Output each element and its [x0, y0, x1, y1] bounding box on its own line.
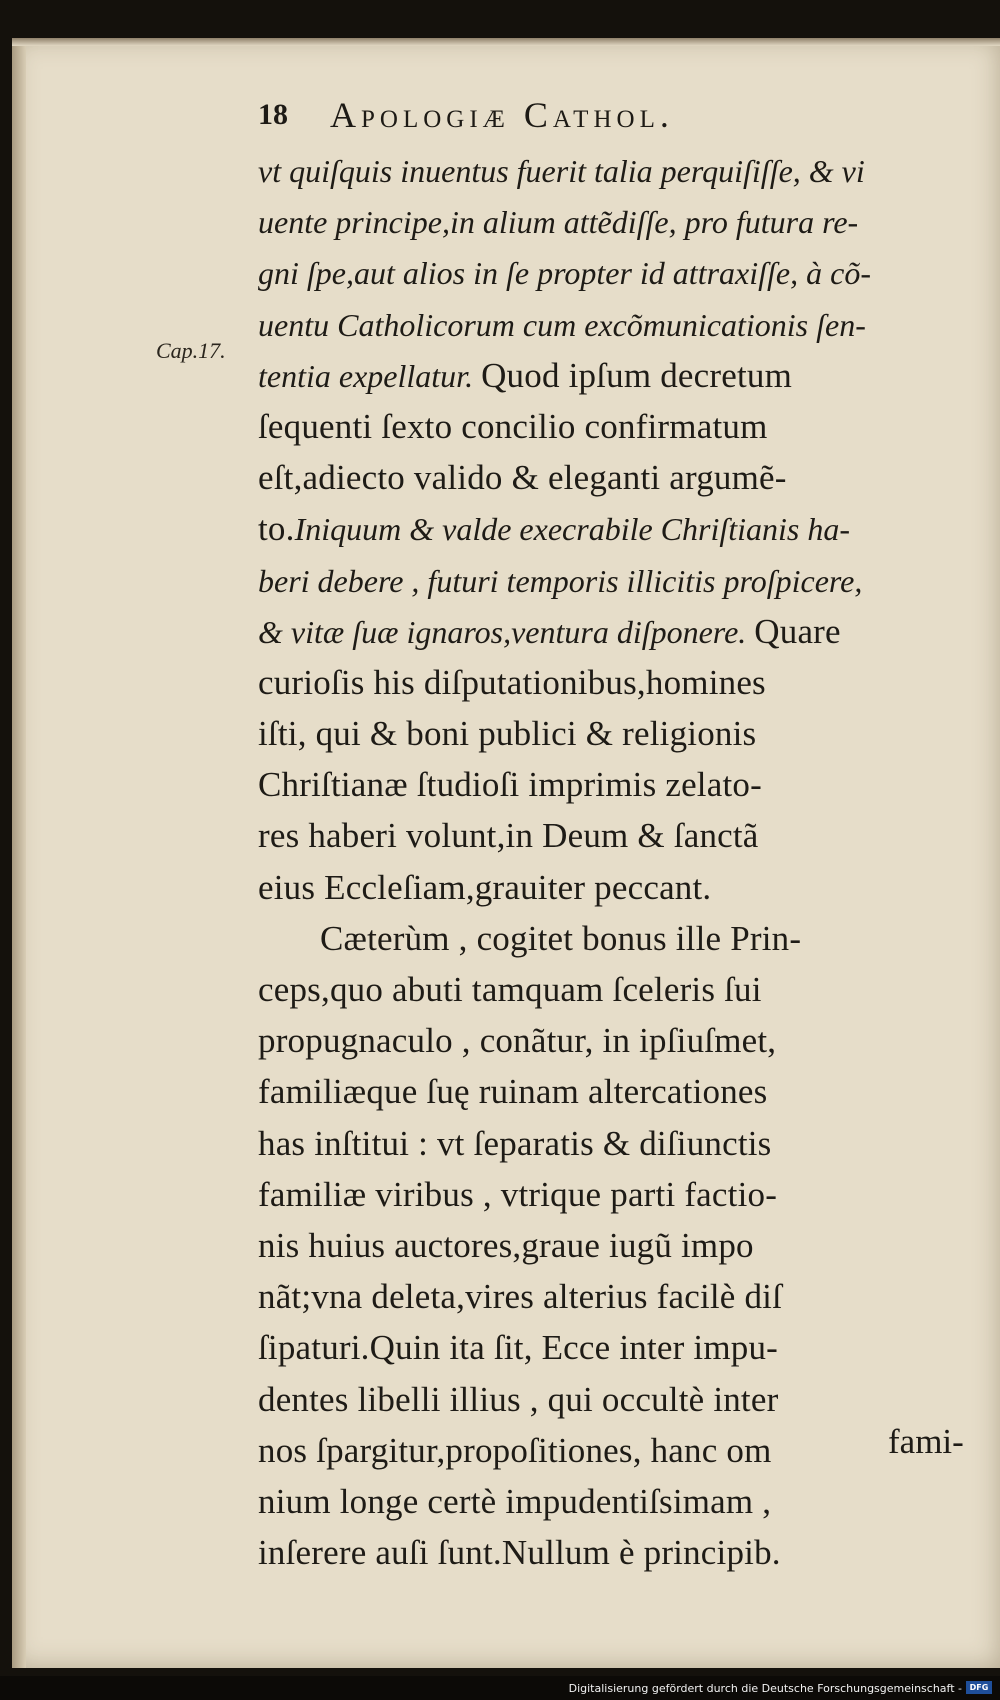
roman-text: Quare — [754, 611, 841, 651]
text-line — [258, 1476, 948, 1527]
roman-text: nium longe certè impudentiſsimam , — [258, 1481, 772, 1521]
italic-text: Iniquum & valde execrabile Chriſtianis ha- — [294, 511, 851, 548]
text-line — [258, 1271, 948, 1322]
text-line — [258, 1374, 948, 1425]
roman-text: inſerere auſi ſunt.Nullum è principib. — [258, 1533, 781, 1573]
text-line — [258, 810, 948, 861]
catchword: fami- — [888, 1422, 964, 1461]
text-line — [258, 452, 948, 503]
roman-text: eſt,adiecto valido & eleganti argumẽ- — [258, 458, 787, 498]
roman-text: familiæque ſuę ruinam altercationes — [258, 1072, 768, 1112]
italic-text: & vitæ ſuæ ignaros,ventura diſponere. — [258, 613, 755, 650]
page-gutter-shadow — [12, 38, 26, 1668]
roman-text: res haberi volunt,in Deum & ſanctã — [258, 816, 759, 856]
text-line — [258, 350, 948, 401]
roman-text: ceps,quo abuti tamquam ſceleris ſui — [258, 970, 762, 1009]
text-line — [258, 913, 948, 964]
text-line — [258, 657, 948, 708]
italic-text: beri debere , futuri temporis illicitis proſpicere, — [258, 562, 863, 599]
body-text — [258, 145, 948, 1578]
page-header — [258, 92, 958, 142]
page-top-edge — [12, 38, 1000, 46]
text-line — [258, 503, 948, 554]
text-line — [258, 1066, 948, 1117]
text-line — [258, 1527, 948, 1578]
italic-text: tentia expellatur. — [258, 357, 482, 394]
page-number: 18 — [258, 98, 288, 131]
roman-text: propugnaculo , conãtur, in ipſiuſmet, — [258, 1021, 777, 1061]
roman-text: ſipaturi.Quin ita ſit, Ecce inter impu- — [258, 1328, 779, 1368]
roman-text: iſti, qui & boni publici & religionis — [258, 714, 757, 754]
roman-text: to. — [258, 509, 295, 549]
text-line — [258, 1220, 948, 1271]
roman-text: Quod ipſum decretum — [481, 355, 793, 395]
roman-text: Cæterùm , cogitet bonus ille Prin- — [320, 918, 802, 958]
text-line — [258, 1169, 948, 1220]
text-line — [258, 708, 948, 759]
roman-text: nos ſpargitur,propoſitiones, hanc om — [258, 1430, 772, 1470]
text-line — [258, 247, 948, 298]
text-line — [258, 145, 948, 196]
digitization-credit: Digitalisierung gefördert durch die Deutsche Forschungsgemeinschaft - — [568, 1682, 962, 1695]
roman-text: nis huius auctores,graue iugũ impo — [258, 1225, 754, 1265]
text-line — [258, 1425, 948, 1476]
italic-text: gni ſpe,aut alios in ſe propter id attraxiſſe, à cõ- — [258, 255, 871, 292]
italic-text: vt quiſquis inuentus fuerit talia perquiſiſſe, & vi — [258, 153, 865, 189]
text-line — [258, 555, 948, 606]
running-head: Apologiæ Cathol. — [330, 95, 674, 135]
roman-text: curioſis his diſputationibus,homines — [258, 662, 766, 702]
italic-text: uentu Catholicorum cum excõmunicationis ſen- — [258, 306, 866, 343]
roman-text: dentes libelli illius , qui occultè inter — [258, 1379, 779, 1419]
roman-text: has inſtitui : vt ſeparatis & diſiunctis — [258, 1123, 772, 1163]
text-line — [258, 964, 948, 1015]
roman-text: ſequenti ſexto concilio confirmatum — [258, 406, 768, 446]
text-line — [258, 401, 948, 452]
roman-text: Chriſtianæ ſtudioſi imprimis zelato- — [258, 765, 762, 805]
roman-text: familiæ viribus , vtrique parti factio- — [258, 1174, 778, 1214]
text-line — [258, 1118, 948, 1169]
dfg-logo: DFG — [966, 1681, 992, 1694]
text-line — [258, 196, 948, 247]
text-line — [258, 606, 948, 657]
text-line — [258, 1015, 948, 1066]
italic-text: uente principe,in alium attẽdiſſe, pro futura re- — [258, 204, 859, 241]
roman-text: eius Eccleſiam,grauiter peccant. — [258, 867, 712, 907]
roman-text: nãt;vna deleta,vires alterius facilè diſ — [258, 1277, 783, 1317]
text-line — [258, 299, 948, 350]
margin-note: Cap.17. — [156, 338, 226, 363]
text-line — [258, 862, 948, 913]
text-line — [258, 759, 948, 810]
text-line — [258, 1322, 948, 1373]
